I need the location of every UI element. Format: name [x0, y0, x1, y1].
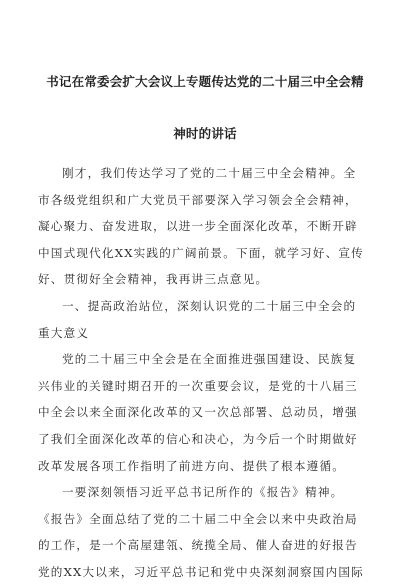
paragraph-line: 的工作，是一个高屋建瓴、统揽全局、催人奋进的好报告 — [38, 538, 358, 553]
paragraph-line: 一要深刻领悟习近平总书记所作的《报告》精神。 — [62, 485, 344, 500]
paragraph-line: 改革发展各项工作指明了前进方向、提供了根本遵循。 — [38, 458, 346, 473]
paragraph-line: 凝心聚力、奋发进取，以进一步全面深化改革，不断开辟 — [38, 219, 358, 234]
section-heading-line: 一、提高政治站位，深刻认识党的二十届三中全会的 — [62, 298, 357, 313]
paragraph-line: 兴伟业的关键时期召开的一次重要会议，是党的十八届三 — [38, 378, 358, 393]
paragraph-line: 《报告》全面总结了党的二十届二中全会以来中央政治局 — [38, 511, 358, 526]
section-heading-line: 重大意义 — [38, 325, 90, 340]
paragraph-line: 好、贯彻好全会精神，我再讲三点意见。 — [38, 272, 269, 287]
paragraph-line: 了我们全面深化改革的信心和决心，为今后一个时期做好 — [38, 431, 358, 446]
paragraph-line: 刚才，我们传达学习了党的二十届三中全会精神。全 — [62, 166, 357, 180]
paragraph-line: 市各级党组织和广大党员干部要深入学习领会全会精神， — [38, 192, 358, 207]
paragraph-line: 中全会以来全面深化改革的又一次总部署、总动员，增强 — [38, 405, 358, 420]
document-body — [38, 160, 374, 586]
document-title-line-2: 神时的讲话 — [173, 126, 237, 141]
document-title-line-1: 书记在常委会扩大会议上专题传达党的二十届三中全会精 — [46, 74, 364, 89]
paragraph-line: 党的二十届三中全会是在全面推进强国建设、民族复 — [62, 352, 357, 367]
paragraph-line: 党的XX大以来，习近平总书记和党中央深刻洞察国内国际 — [38, 564, 364, 579]
paragraph-line: 中国式现代化XX实践的广阔前景。下面，就学习好、宣传 — [38, 245, 364, 260]
